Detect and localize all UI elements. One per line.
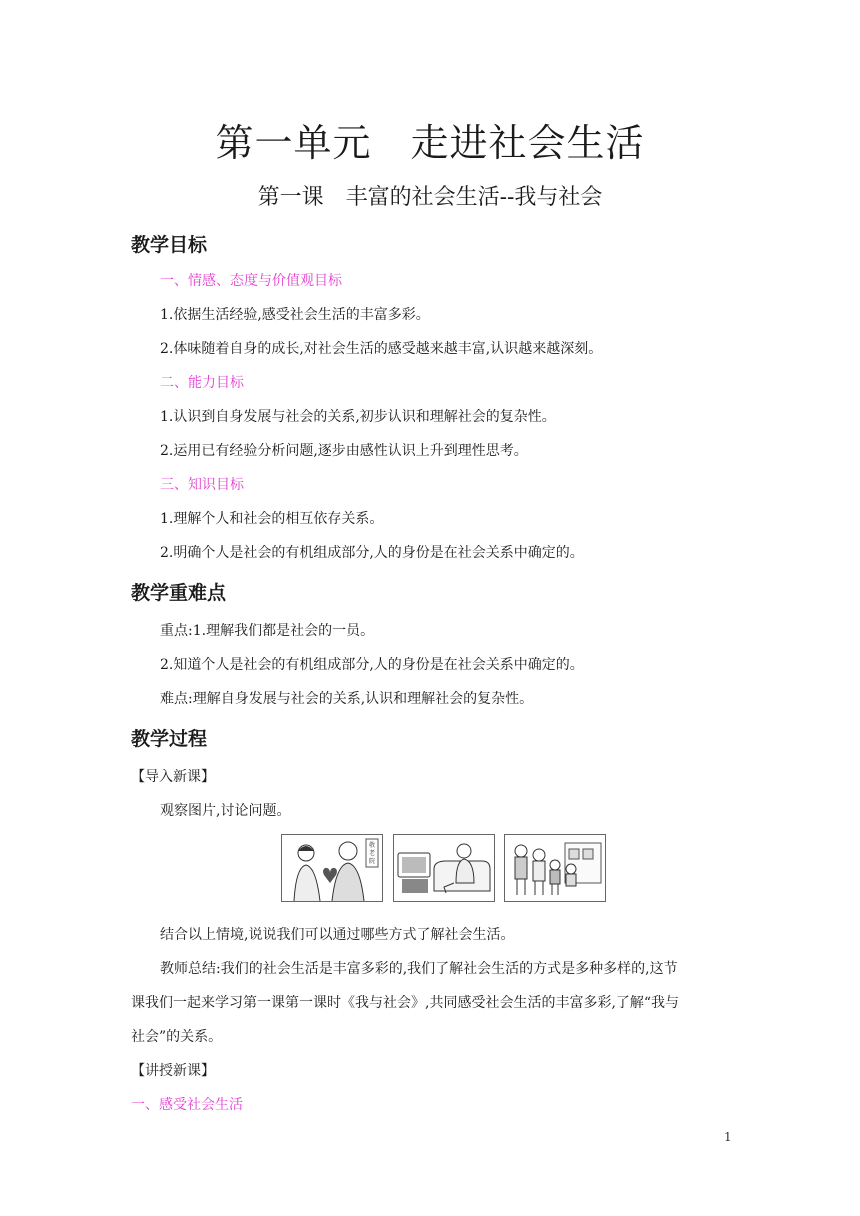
nursing-home-illustration-icon [282,835,382,901]
summary-line: 课我们一起来学习第一课第一课时《我与社会》,共同感受社会生活的丰富多彩,了解“我与 [131,995,680,1011]
watching-tv-illustration-icon [394,835,494,901]
lesson-title: 第一课 丰富的社会生活--我与社会 [257,185,603,210]
key-point-line: 2.知道个人是社会的有机组成部分,人的身份是在社会关系中确定的。 [160,657,584,673]
objective-item: 2.运用已有经验分析问题,逐步由感性认识上升到理性思考。 [160,443,528,459]
family-street-illustration-icon [505,835,605,901]
sign-char-2: 老 [368,850,376,857]
objective-subheading: 三、知识目标 [160,477,244,493]
section-heading: 一、感受社会生活 [131,1097,243,1113]
objectives-heading: 教学目标 [131,234,208,256]
objective-item: 2.明确个人是社会的有机组成部分,人的身份是在社会关系中确定的。 [160,545,584,561]
key-points-heading: 教学重难点 [131,582,227,604]
after-images-text: 结合以上情境,说说我们可以通过哪些方式了解社会生活。 [160,927,515,943]
objective-item: 1.理解个人和社会的相互依存关系。 [160,511,384,527]
sign-char-3: 院 [368,858,376,865]
intro-label: 【导入新课】 [131,769,215,785]
illustration-family-street [504,834,606,902]
page-number: 1 [724,1130,732,1144]
objective-subheading: 二、能力目标 [160,375,244,391]
illustration-nursing-home [281,834,383,902]
objective-item: 1.依据生活经验,感受社会生活的丰富多彩。 [160,307,430,323]
objective-subheading: 一、情感、态度与价值观目标 [160,273,342,289]
objective-item: 1.认识到自身发展与社会的关系,初步认识和理解社会的复杂性。 [160,409,556,425]
new-lesson-label: 【讲授新课】 [131,1063,215,1079]
objective-item: 2.体味随着自身的成长,对社会生活的感受越来越丰富,认识越来越深刻。 [160,341,603,357]
key-point-line: 重点:1.理解我们都是社会的一员。 [160,623,375,639]
intro-text: 观察图片,讨论问题。 [160,803,291,819]
summary-line: 教师总结:我们的社会生活是丰富多彩的,我们了解社会生活的方式是多种多样的,这节 [160,961,678,977]
process-heading: 教学过程 [131,728,208,750]
summary-line: 社会”的关系。 [131,1029,223,1045]
key-point-line: 难点:理解自身发展与社会的关系,认识和理解社会的复杂性。 [160,691,534,707]
unit-title: 第一单元 走进社会生活 [215,121,645,165]
sign-char-1: 敬 [368,842,376,849]
illustration-watching-tv [393,834,495,902]
